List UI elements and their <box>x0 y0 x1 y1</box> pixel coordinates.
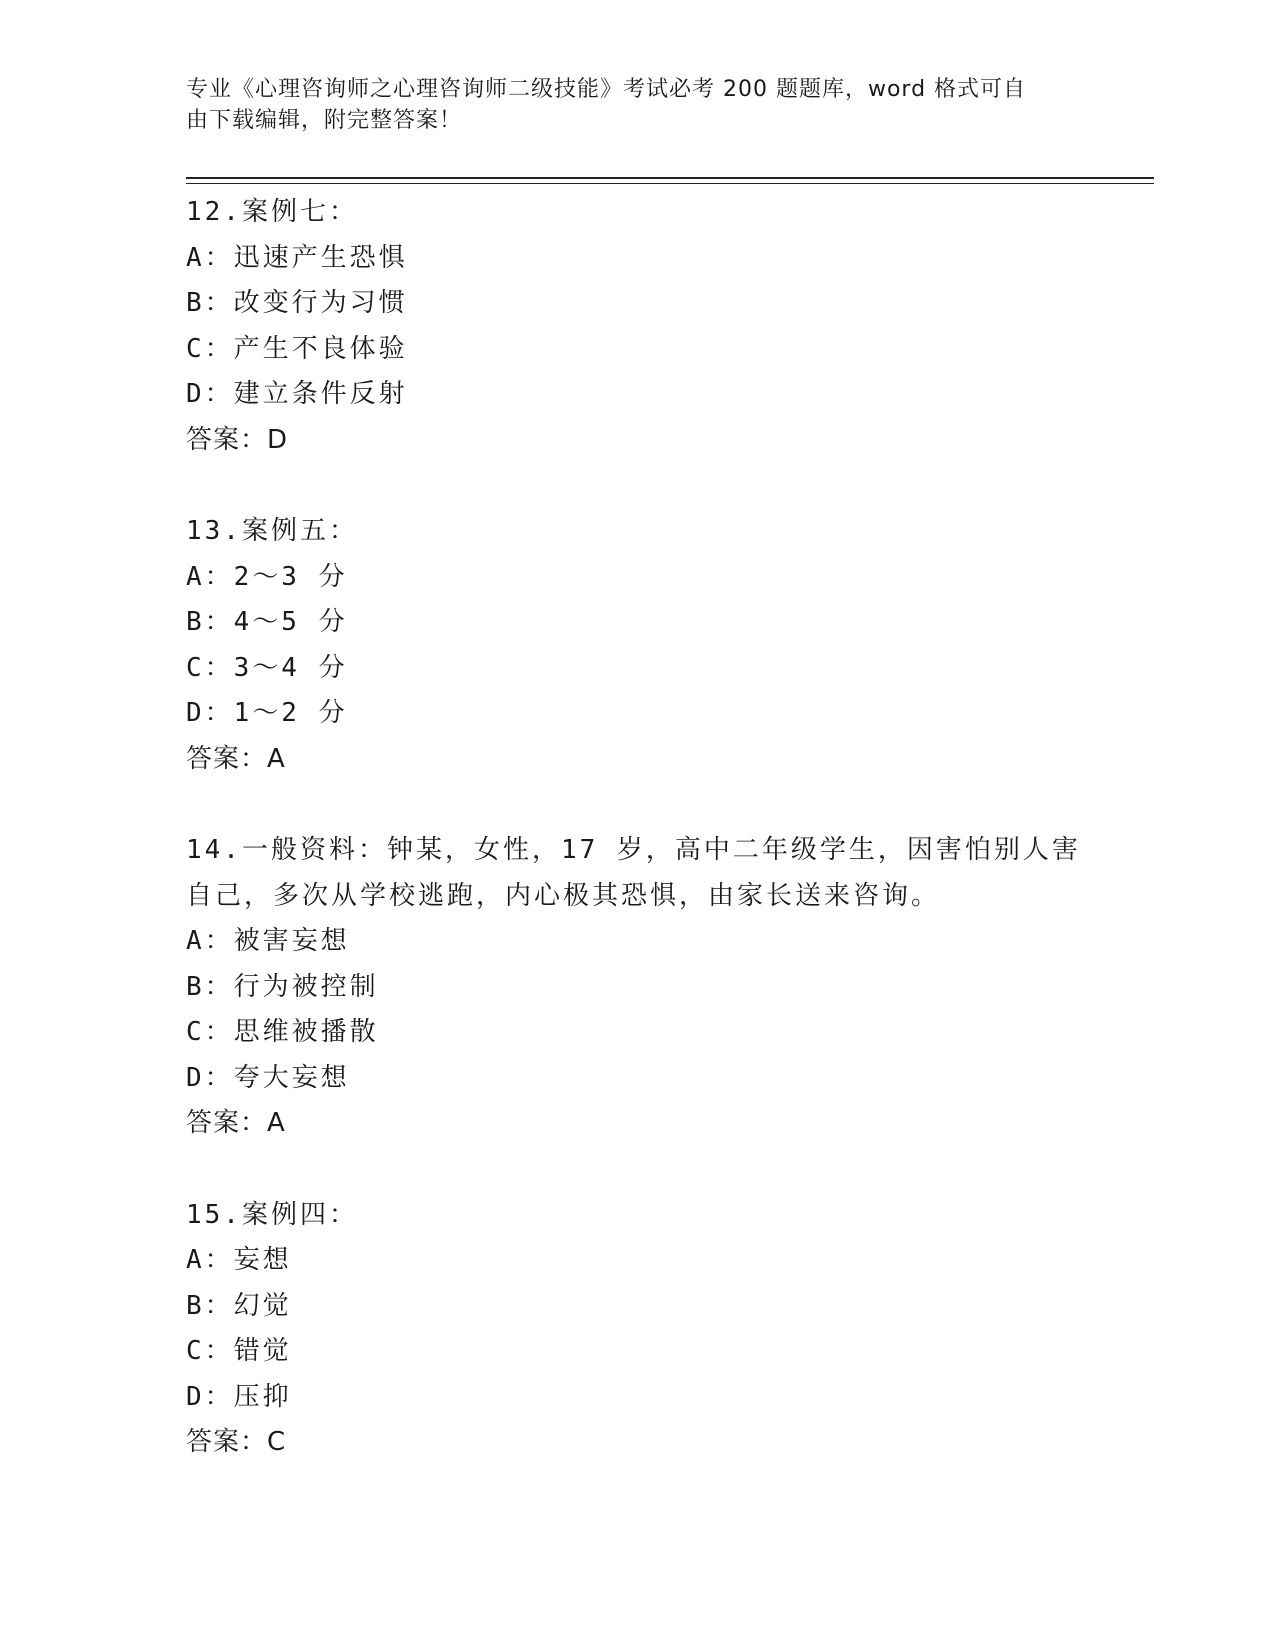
option-c: C：错觉 <box>186 1336 292 1366</box>
question-stem: 13.案例五： <box>186 516 358 546</box>
question-12 <box>186 190 1086 463</box>
question-stem: 14.一般资料：钟某，女性，17 岁，高中二年级学生，因害怕别人害自己，多次从学校逃跑，内心极其恐惧，由家长送来咨询。 <box>186 835 1081 911</box>
document-header <box>186 74 1066 136</box>
option-d: D：夸大妄想 <box>186 1062 350 1093</box>
option-b: B：改变行为习惯 <box>186 288 408 318</box>
option-c: C：3～4 分 <box>186 652 348 683</box>
option-b: B：幻觉 <box>186 1290 292 1321</box>
header-divider-thin <box>186 183 1154 184</box>
option-a: A：被害妄想 <box>186 926 350 956</box>
question-list <box>186 190 1086 1512</box>
option-d: D：建立条件反射 <box>186 379 408 409</box>
answer: 答案：C <box>186 1427 287 1457</box>
option-b: B：行为被控制 <box>186 971 379 1002</box>
answer: 答案：A <box>186 743 286 774</box>
header-divider-thick <box>186 177 1154 179</box>
question-15 <box>186 1193 1086 1466</box>
option-d: D：压抑 <box>186 1381 292 1412</box>
option-d: D：1～2 分 <box>186 698 348 728</box>
option-c: C：思维被播散 <box>186 1017 379 1047</box>
question-stem: 12.案例七： <box>186 197 358 227</box>
header-line-2: 由下载编辑，附完整答案！ <box>186 108 463 133</box>
question-13 <box>186 509 1086 782</box>
option-b: B：4～5 分 <box>186 607 348 637</box>
answer: 答案：A <box>186 1108 286 1138</box>
option-a: A：2～3 分 <box>186 561 348 592</box>
option-a: A：迅速产生恐惧 <box>186 242 408 273</box>
option-a: A：妄想 <box>186 1245 292 1275</box>
answer: 答案：D <box>186 424 289 455</box>
question-stem: 15.案例四： <box>186 1199 358 1230</box>
question-14 <box>186 828 1086 1147</box>
option-c: C：产生不良体验 <box>186 333 408 364</box>
header-line-1: 专业《心理咨询师之心理咨询师二级技能》考试必考 200 题题库，word 格式可自 <box>186 77 1027 102</box>
